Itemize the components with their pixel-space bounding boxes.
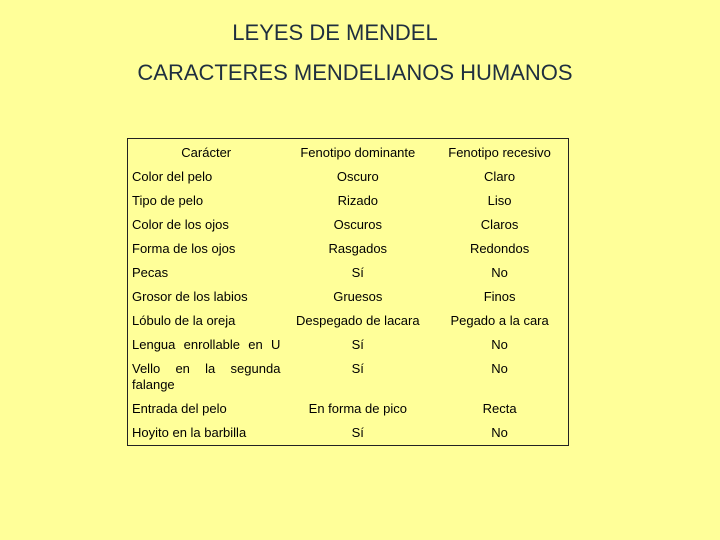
table-row bbox=[128, 261, 569, 285]
recessive-cell: Pegado a la cara bbox=[450, 313, 549, 328]
table-header-row bbox=[128, 139, 569, 166]
dominant-cell: Sí bbox=[351, 361, 364, 376]
recessive-cell: Claros bbox=[480, 217, 519, 232]
trait-cell: Lóbulo de la oreja bbox=[132, 313, 236, 328]
table-row bbox=[128, 357, 569, 397]
table-row bbox=[128, 189, 569, 213]
trait-cell: Grosor de los labios bbox=[132, 289, 248, 304]
trait-cell: Entrada del pelo bbox=[132, 401, 227, 416]
trait-cell: Forma de los ojos bbox=[132, 241, 236, 256]
dominant-cell: Rizado bbox=[337, 193, 379, 208]
header-dominant-phenotype: Fenotipo dominante bbox=[300, 145, 416, 160]
trait-cell: Lengua enrollable en U bbox=[132, 337, 281, 352]
dominant-cell: Despegado de lacara bbox=[296, 313, 420, 328]
table-row bbox=[128, 421, 569, 446]
dominant-cell: Sí bbox=[351, 265, 364, 280]
dominant-cell: Sí bbox=[351, 337, 364, 352]
recessive-cell: Liso bbox=[487, 193, 512, 208]
table-row bbox=[128, 237, 569, 261]
page-subtitle: CARACTERES MENDELIANOS HUMANOS bbox=[137, 60, 573, 85]
page-title: LEYES DE MENDEL bbox=[232, 20, 438, 45]
trait-cell: Pecas bbox=[132, 265, 169, 280]
recessive-cell: Claro bbox=[484, 169, 516, 184]
recessive-cell: Recta bbox=[482, 401, 517, 416]
table-row bbox=[128, 165, 569, 189]
recessive-cell: No bbox=[491, 361, 508, 376]
header-recessive-phenotype: Fenotipo recesivo bbox=[448, 145, 551, 160]
trait-cell: Color del pelo bbox=[132, 169, 213, 184]
trait-cell: Color de los ojos bbox=[132, 217, 229, 232]
dominant-cell: Gruesos bbox=[333, 289, 383, 304]
trait-cell: Vello en la segunda falange bbox=[132, 361, 281, 392]
recessive-cell: No bbox=[491, 425, 508, 440]
dominant-cell: Oscuros bbox=[333, 217, 382, 232]
table-row bbox=[128, 333, 569, 357]
dominant-cell: En forma de pico bbox=[308, 401, 407, 416]
recessive-cell: Redondos bbox=[469, 241, 530, 256]
table-row bbox=[128, 285, 569, 309]
recessive-cell: Finos bbox=[483, 289, 516, 304]
trait-cell: Hoyito en la barbilla bbox=[132, 425, 247, 440]
table-row bbox=[128, 213, 569, 237]
mendelian-traits-table bbox=[127, 138, 569, 446]
table-row bbox=[128, 309, 569, 333]
dominant-cell: Oscuro bbox=[336, 169, 379, 184]
dominant-cell: Sí bbox=[351, 425, 364, 440]
table-row bbox=[128, 397, 569, 421]
trait-cell: Tipo de pelo bbox=[132, 193, 204, 208]
dominant-cell: Rasgados bbox=[328, 241, 388, 256]
recessive-cell: No bbox=[491, 265, 508, 280]
recessive-cell: No bbox=[491, 337, 508, 352]
header-character: Carácter bbox=[181, 145, 232, 160]
